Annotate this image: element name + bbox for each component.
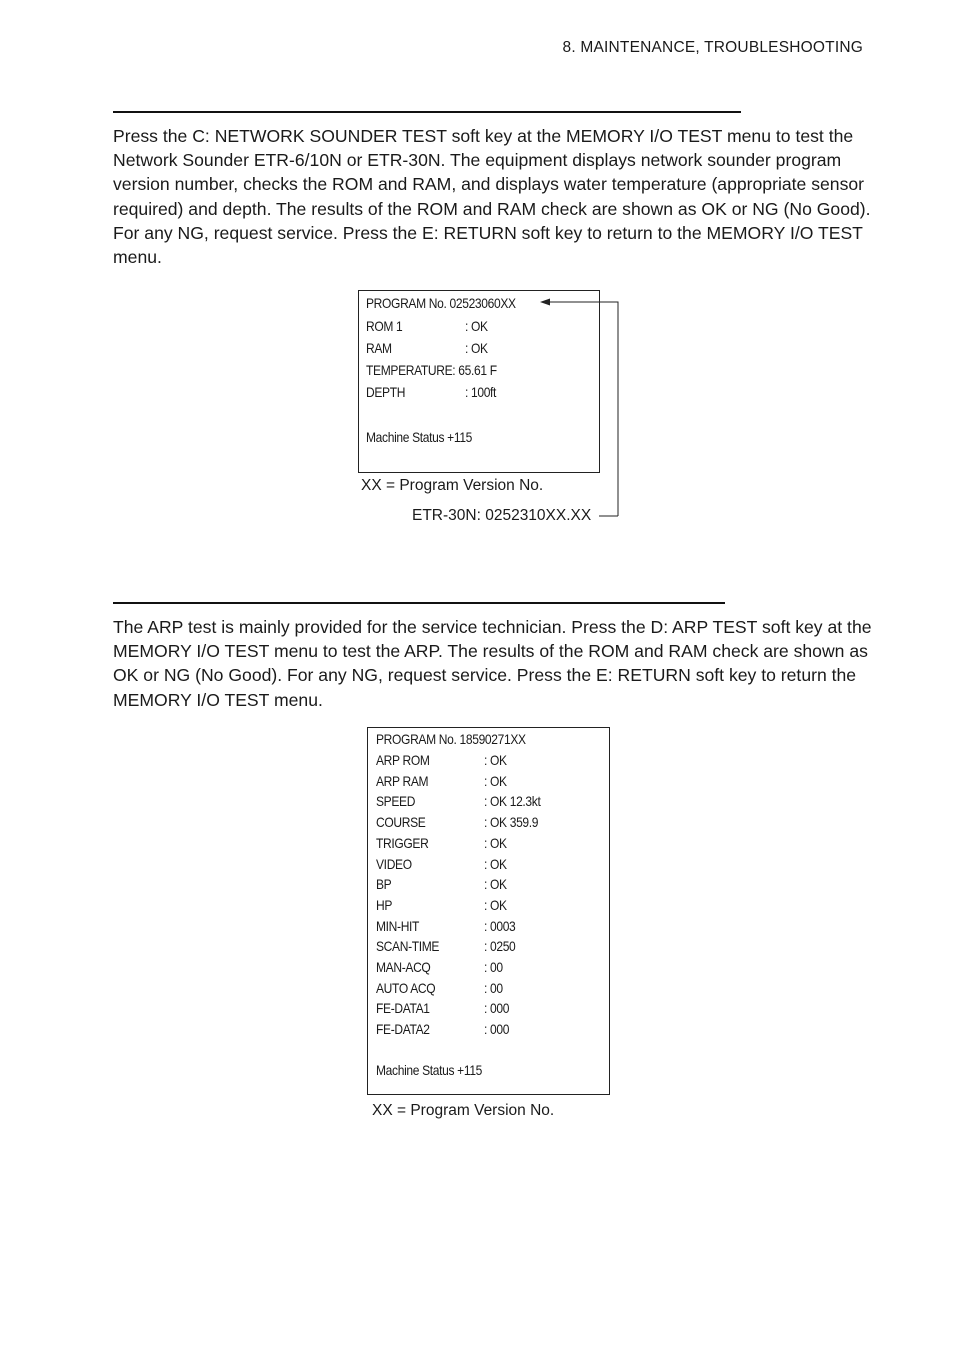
machine-status: Machine Status +115: [376, 1062, 483, 1078]
etr30n-callout: ETR-30N: 0252310XX.XX: [412, 507, 592, 524]
section-divider: [113, 602, 725, 604]
fe-data2-value: : 000: [484, 1021, 510, 1037]
arrow-left-icon: [540, 299, 550, 306]
program-number: PROGRAM No. 18590271XX: [376, 731, 526, 747]
machine-status: Machine Status +115: [366, 429, 473, 445]
arp-rom-value: : OK: [484, 752, 507, 768]
scan-time-value: : 0250: [484, 938, 516, 954]
min-hit-label: MIN-HIT: [376, 918, 420, 934]
program-version-caption: XX = Program Version No.: [372, 1102, 555, 1119]
program-version-caption: XX = Program Version No.: [361, 477, 544, 494]
trigger-value: : OK: [484, 835, 507, 851]
video-label: VIDEO: [376, 856, 412, 872]
speed-label: SPEED: [376, 793, 416, 809]
page-header: 8. MAINTENANCE, TROUBLESHOOTING: [562, 39, 863, 56]
video-value: : OK: [484, 856, 507, 872]
bp-label: BP: [376, 876, 392, 892]
arp-test-screen: [367, 727, 610, 1095]
rom1-label: ROM 1: [366, 318, 403, 334]
man-acq-label: MAN-ACQ: [376, 959, 431, 975]
arp-test-paragraph: The ARP test is mainly provided for the service technician. Press the D: ARP TEST soft key at the MEMORY I/O TEST menu to test the ARP. The results of the ROM and RAM check are shown as OK or NG (No Good). For any NG, request service. Press the E: RETURN soft key to return the MEMORY I/O TEST menu.: [113, 617, 872, 710]
trigger-label: TRIGGER: [376, 835, 429, 851]
hp-label: HP: [376, 897, 393, 913]
arp-ram-label: ARP RAM: [376, 773, 429, 789]
rom1-value: : OK: [465, 318, 488, 334]
program-number: PROGRAM No. 02523060XX: [366, 295, 516, 311]
course-label: COURSE: [376, 814, 426, 830]
depth-value: : 100ft: [465, 384, 497, 400]
fe-data1-value: : 000: [484, 1000, 510, 1016]
ram-value: : OK: [465, 340, 488, 356]
fe-data1-label: FE-DATA1: [376, 1000, 430, 1016]
network-sounder-test-paragraph: Press the C: NETWORK SOUNDER TEST soft key at the MEMORY I/O TEST menu to test the Network Sounder ETR-6/10N or ETR-30N. The equipment displays network sounder program version number, checks the ROM and RAM, and displays water temperature (appropriate sensor required) and depth. The results of the ROM and RAM check are shown as OK or NG (No Good). For any NG, request service. Press the E: RETURN soft key to return to the MEMORY I/O TEST menu.: [113, 126, 871, 268]
fe-data2-label: FE-DATA2: [376, 1021, 430, 1037]
depth-label: DEPTH: [366, 384, 406, 400]
bp-value: : OK: [484, 876, 507, 892]
ram-label: RAM: [366, 340, 392, 356]
auto-acq-value: : 00: [484, 980, 503, 996]
speed-value: : OK 12.3kt: [484, 793, 541, 809]
scan-time-label: SCAN-TIME: [376, 938, 440, 954]
arp-rom-label: ARP ROM: [376, 752, 430, 768]
man-acq-value: : 00: [484, 959, 503, 975]
arp-ram-value: : OK: [484, 773, 507, 789]
hp-value: : OK: [484, 897, 507, 913]
min-hit-value: : 0003: [484, 918, 516, 934]
temperature-label: TEMPERATURE: 65.61 F: [366, 362, 497, 378]
course-value: : OK 359.9: [484, 814, 539, 830]
auto-acq-label: AUTO ACQ: [376, 980, 436, 996]
